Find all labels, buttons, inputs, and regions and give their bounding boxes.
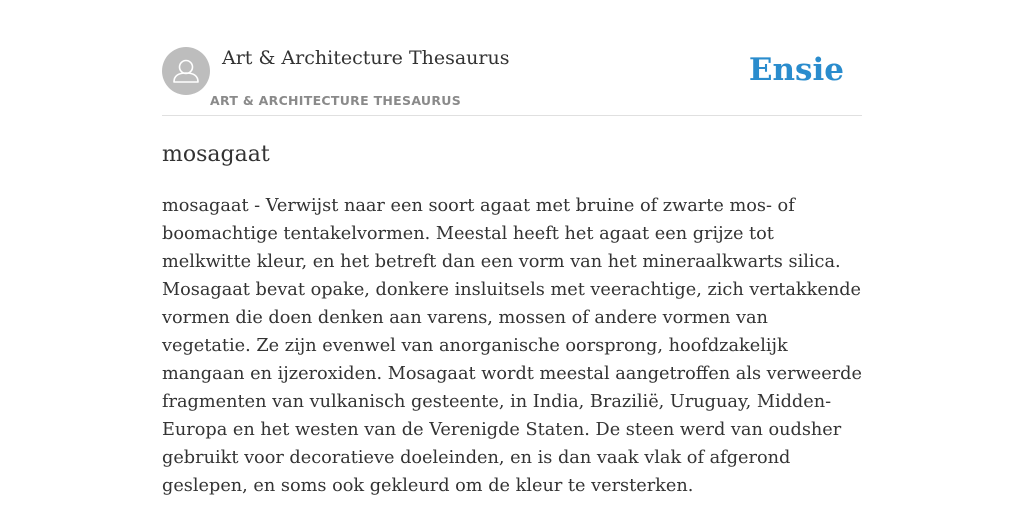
source-title[interactable]: Art & Architecture Thesaurus xyxy=(222,47,510,69)
entry-definition: mosagaat - Verwijst naar een soort agaat met bruine of zwarte mos- of boomachtige tentakelvormen. Meestal heeft het agaat een grijze tot melkwitte kleur, en het betreft dan een vorm van het mineraalkwarts silica. Mosagaat bevat opake, donkere insluitsels met veerachtige, zich vertakkende vormen die doen denken aan varens, mossen of andere vormen van vegetatie. Ze zijn evenwel van anorganische oorsprong, hoofdzakelijk mangaan en ijzeroxiden. Mosagaat wordt meestal aangetroffen als verweerde fragmenten van vulkanisch gesteente, in India, Brazilië, Uruguay, Midden-Europa en het westen van de Verenigde Staten. De steen werd van oudsher gebruikt voor decoratieve doeleinden, en is dan vaak vlak of afgerond geslepen, en soms ook gekleurd om de kleur te versterken. xyxy=(162,196,862,496)
user-icon[interactable] xyxy=(162,47,210,95)
brand-logo[interactable]: Ensie xyxy=(748,52,844,88)
source-header xyxy=(162,44,862,116)
entry-term: mosagaat xyxy=(162,142,270,167)
source-subtitle[interactable]: ART & ARCHITECTURE THESAURUS xyxy=(210,93,462,108)
